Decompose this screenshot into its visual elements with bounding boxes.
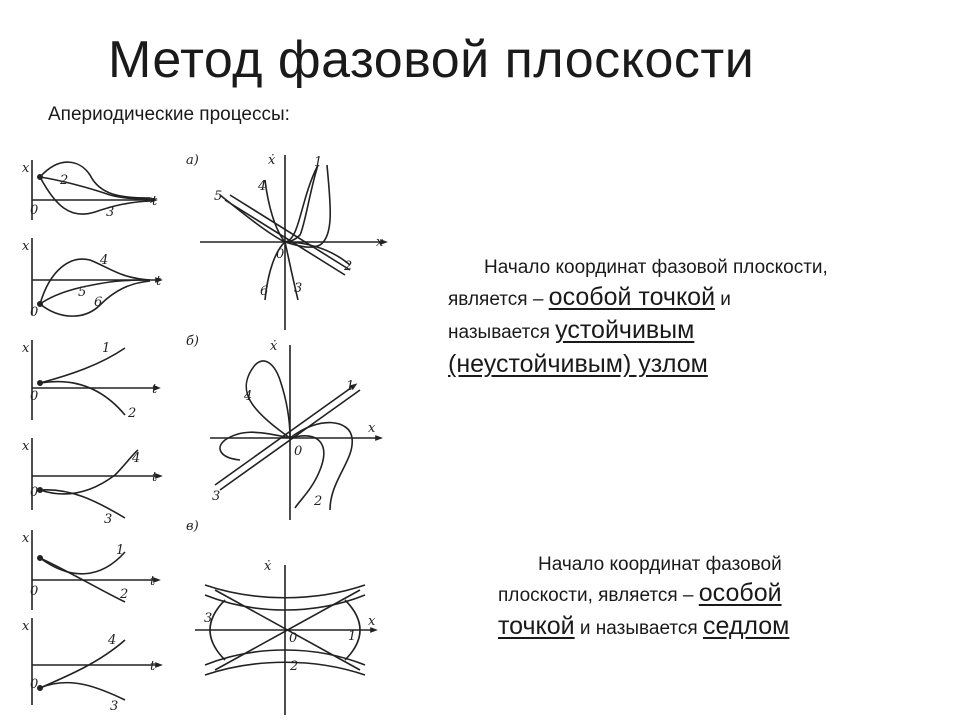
- saddle-line-3-mid: и называется: [574, 618, 703, 640]
- node-line-3-prefix: называется: [448, 322, 556, 344]
- panel-label-a: а): [186, 153, 199, 168]
- curve-label-4: 4: [258, 179, 267, 194]
- curve-label-2: 2: [344, 259, 353, 274]
- origin-label: 0: [276, 247, 285, 262]
- axis-label-x: x: [376, 235, 384, 250]
- curve-label-1: 1: [116, 543, 125, 558]
- node-line-2-prefix: является –: [448, 288, 549, 310]
- slide-subtitle: Апериодические процессы:: [48, 104, 290, 125]
- axis-label-x: x: [22, 531, 30, 546]
- axis-label-x: x: [22, 341, 30, 356]
- origin-label: 0: [30, 485, 39, 500]
- singular-point-term: особой точкой: [548, 282, 716, 311]
- curve-label-3: 3: [204, 611, 213, 626]
- time-plot-6: [32, 618, 160, 705]
- axis-label-t: t: [150, 574, 156, 589]
- axis-label-t: t: [152, 194, 158, 209]
- saddle-line-3: [498, 610, 938, 643]
- curve-label-1: 1: [102, 341, 111, 356]
- phase-portrait-stable-node: [200, 155, 385, 330]
- axis-label-x: x: [22, 239, 30, 254]
- node-line-1: Начало координат фазовой плоскости,: [484, 257, 828, 278]
- axis-label-x: x: [22, 439, 30, 454]
- axis-label-x: x: [368, 614, 376, 629]
- slide-title: Метод фазовой плоскости: [108, 31, 755, 89]
- node-line-2-suffix: и: [715, 288, 731, 310]
- phase-portrait-figure: [0, 140, 400, 720]
- axis-label-t: t: [150, 659, 156, 674]
- time-plot-4: [32, 438, 160, 518]
- axis-label-x-dot: ẋ: [270, 339, 278, 354]
- curve-label-4: 4: [108, 633, 117, 648]
- node-line-3: [448, 314, 928, 348]
- curve-label-2: 2: [60, 173, 69, 188]
- node-line-2: [448, 281, 928, 315]
- point-term: точкой: [498, 612, 575, 641]
- origin-label: 0: [30, 389, 39, 404]
- curve-label-2: 2: [128, 406, 137, 421]
- saddle-line-2-prefix: плоскости, является –: [498, 585, 699, 607]
- axis-label-x: x: [368, 421, 376, 436]
- curve-label-2: 2: [290, 659, 299, 674]
- curve-label-2: 2: [314, 494, 323, 509]
- saddle-description: [498, 552, 938, 643]
- axis-label-x-dot: ẋ: [264, 559, 272, 574]
- singular-term: особой: [698, 579, 782, 608]
- node-term: (неустойчивым) узлом: [448, 350, 708, 379]
- curve-label-2: 2: [120, 587, 129, 602]
- saddle-line-1: Начало координат фазовой: [538, 554, 782, 575]
- curve-label-3: 3: [104, 512, 113, 527]
- curve-label-5: 5: [214, 189, 223, 204]
- axis-label-x: x: [22, 161, 30, 176]
- curve-label-3: 3: [294, 281, 303, 296]
- panel-label-b: б): [186, 334, 200, 349]
- origin-label: 0: [289, 631, 298, 646]
- axis-label-t: t: [152, 470, 158, 485]
- curve-label-3: 3: [106, 205, 115, 220]
- axis-label-x: x: [22, 619, 30, 634]
- panel-label-c: в): [186, 519, 199, 534]
- curve-label-5: 5: [78, 285, 87, 300]
- curve-label-3: 3: [110, 699, 119, 714]
- curve-label-6: 6: [94, 295, 103, 310]
- axis-label-t: t: [156, 274, 162, 289]
- node-description: [448, 255, 928, 382]
- curve-label-1: 1: [348, 629, 357, 644]
- origin-label: 0: [30, 203, 39, 218]
- phase-portrait-unstable-node: [210, 345, 380, 520]
- curve-label-1: 1: [314, 155, 323, 170]
- curve-label-1: 1: [346, 379, 355, 394]
- curve-label-4: 4: [132, 451, 141, 466]
- origin-label: 0: [30, 677, 39, 692]
- origin-label: 0: [30, 305, 39, 320]
- curve-label-4: 4: [244, 389, 253, 404]
- time-plot-1: [32, 160, 155, 220]
- stable-term: устойчивым: [555, 316, 695, 345]
- origin-label: 0: [30, 584, 39, 599]
- curve-label-3: 3: [212, 489, 221, 504]
- origin-label: 0: [294, 444, 303, 459]
- time-plot-3: [32, 340, 158, 420]
- node-line-4: [448, 348, 928, 382]
- saddle-term: седлом: [702, 612, 790, 641]
- axis-label-t: t: [152, 382, 158, 397]
- curve-label-4: 4: [100, 253, 109, 268]
- time-plot-5: [32, 530, 158, 610]
- curve-label-6: 6: [260, 284, 269, 299]
- saddle-line-2: [498, 577, 938, 610]
- axis-label-x-dot: ẋ: [268, 153, 276, 168]
